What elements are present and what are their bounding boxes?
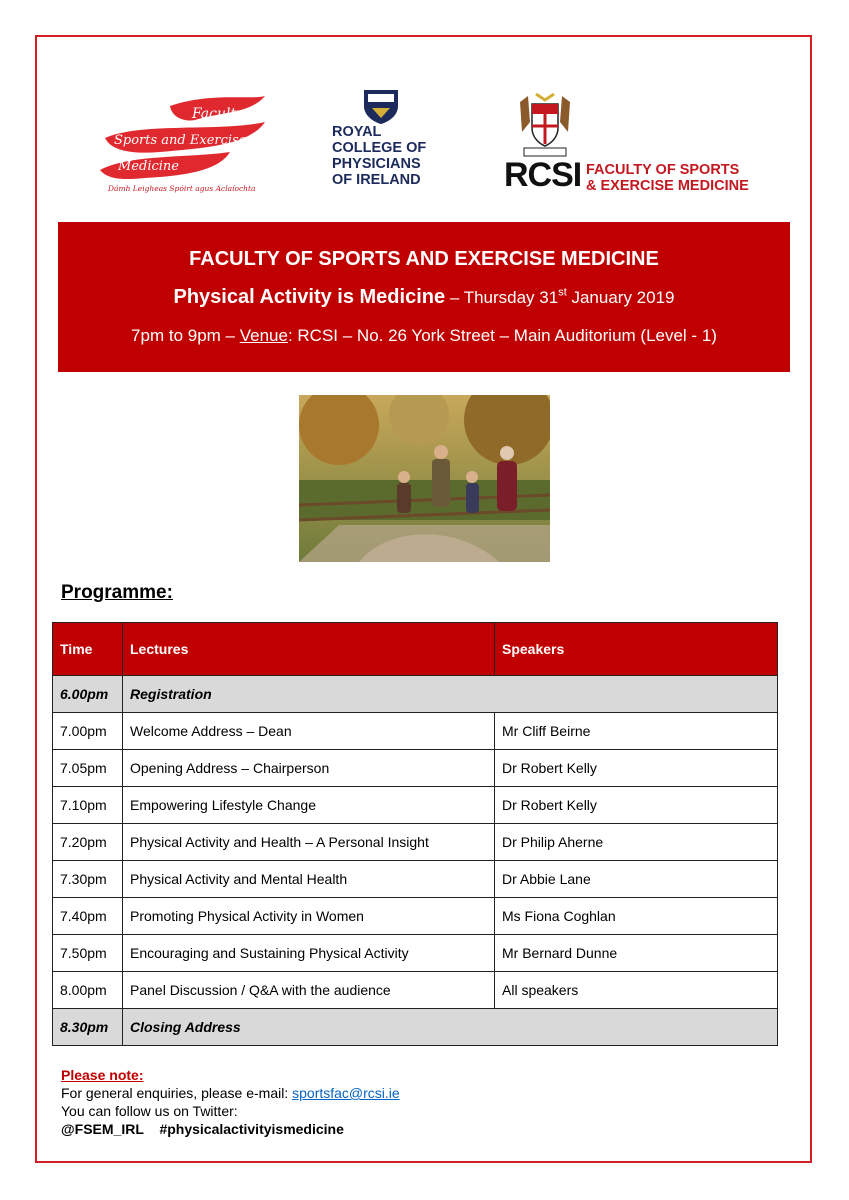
twitter-tags xyxy=(61,1120,400,1138)
table-row: 7.05pm Opening Address – Chairperson Dr Robert Kelly xyxy=(53,750,778,787)
note-section xyxy=(61,1066,400,1138)
enquiries-line: For general enquiries, please e-mail: sportsfac@rcsi.ie xyxy=(61,1085,400,1101)
svg-text:Sports and Exercise: Sports and Exercise xyxy=(114,133,247,148)
banner-venue: 7pm to 9pm – Venue: RCSI – No. 26 York Street – Main Auditorium (Level - 1) xyxy=(131,326,717,345)
fsem-logo xyxy=(100,92,270,202)
header-speakers: Speakers xyxy=(495,623,778,676)
hashtag[interactable]: #physicalactivityismedicine xyxy=(159,1121,344,1137)
twitter-handle[interactable]: @FSEM_IRL xyxy=(61,1121,144,1137)
closing-row: 8.30pm Closing Address xyxy=(53,1009,778,1046)
event-banner xyxy=(58,222,790,372)
family-walk-photo xyxy=(299,395,550,562)
fsem-logo-text: Faculty xyxy=(192,106,244,122)
rcsi-crest-icon xyxy=(514,92,576,158)
rcpi-logo: ROYAL COLLEGE OF PHYSICIANS OF IRELAND xyxy=(326,88,446,198)
rcpi-crest-icon xyxy=(362,88,400,124)
programme-title: Programme: xyxy=(61,582,173,603)
email-link[interactable]: sportsfac@rcsi.ie xyxy=(292,1085,400,1101)
table-row: 7.50pm Encouraging and Sustaining Physical Activity Mr Bernard Dunne xyxy=(53,935,778,972)
rcsi-logo: RCSI FACULTY OF SPORTS & EXERCISE MEDICINE xyxy=(504,92,754,202)
table-row: 7.00pm Welcome Address – Dean Mr Cliff Beirne xyxy=(53,713,778,750)
svg-text:Dámh Leigheas Spóirt agus Acla: Dámh Leigheas Spóirt agus Aclaíochta xyxy=(108,184,256,193)
table-row: 7.20pm Physical Activity and Health – A Personal Insight Dr Philip Aherne xyxy=(53,824,778,861)
registration-row: 6.00pm Registration xyxy=(53,676,778,713)
programme-table xyxy=(52,622,778,1046)
header-time: Time xyxy=(53,623,123,676)
svg-text:Medicine: Medicine xyxy=(118,159,179,174)
table-header-row xyxy=(53,623,778,676)
table-row: 8.00pm Panel Discussion / Q&A with the audience All speakers xyxy=(53,972,778,1009)
banner-event: Physical Activity is Medicine – Thursday 31st January 2019 xyxy=(173,286,675,308)
table-row: 7.40pm Promoting Physical Activity in Women Ms Fiona Coghlan xyxy=(53,898,778,935)
note-title: Please note: xyxy=(61,1067,144,1083)
banner-title: FACULTY OF SPORTS AND EXERCISE MEDICINE xyxy=(189,248,659,270)
table-row: 7.10pm Empowering Lifestyle Change Dr Robert Kelly xyxy=(53,787,778,824)
twitter-line: You can follow us on Twitter: xyxy=(61,1103,238,1119)
header-lectures: Lectures xyxy=(123,623,495,676)
table-row: 7.30pm Physical Activity and Mental Health Dr Abbie Lane xyxy=(53,861,778,898)
